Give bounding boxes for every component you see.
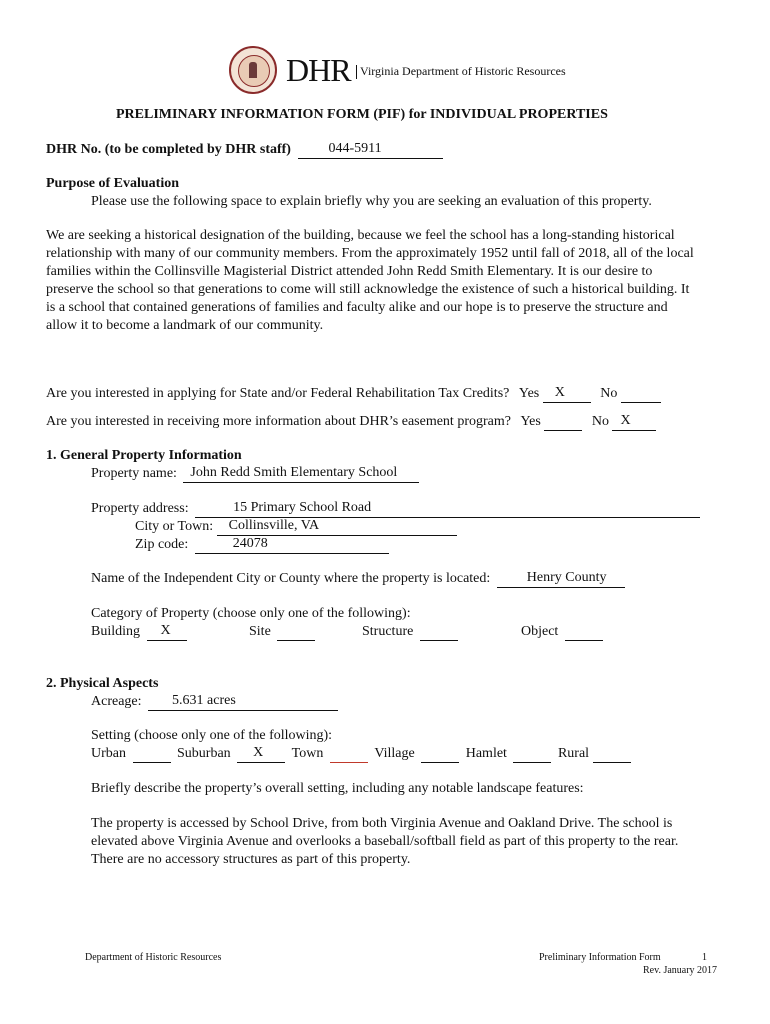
city-row bbox=[135, 518, 457, 536]
purpose-heading: Purpose of Evaluation bbox=[46, 176, 180, 191]
category-building-label: Building bbox=[91, 624, 141, 639]
setting-description-line: The property is accessed by School Drive, from both Virginia Avenue and Oakland Drive. The school is bbox=[91, 816, 673, 831]
easement-row bbox=[46, 413, 656, 431]
general-heading: 1. General Property Information bbox=[46, 448, 242, 463]
category-object bbox=[521, 623, 603, 641]
property-address-row bbox=[91, 500, 700, 518]
category-object-field[interactable] bbox=[565, 625, 603, 641]
property-name-label: Property name: bbox=[91, 466, 177, 481]
setting-description[interactable] bbox=[91, 815, 721, 869]
county-label: Name of the Independent City or County where the property is located: bbox=[91, 571, 491, 586]
dhr-number-row bbox=[46, 141, 443, 159]
form-title: PRELIMINARY INFORMATION FORM (PIF) for INDIVIDUAL PROPERTIES bbox=[116, 107, 608, 122]
setting-suburban-field[interactable]: X bbox=[237, 747, 285, 763]
footer-page-number: 1 bbox=[702, 952, 707, 963]
category-site bbox=[249, 623, 315, 641]
property-name-field[interactable]: John Redd Smith Elementary School bbox=[183, 467, 419, 483]
setting-town-field[interactable] bbox=[330, 747, 368, 763]
purpose-line: We are seeking a historical designation of the building, because we feel the school has a long-standing historical bbox=[46, 228, 675, 243]
category-object-label: Object bbox=[521, 624, 559, 639]
setting-description-line: There are no accessory structures as part of this property. bbox=[91, 852, 411, 867]
setting-village-label: Village bbox=[374, 746, 415, 761]
setting-rural-field[interactable] bbox=[593, 747, 631, 763]
seal-figure-icon bbox=[249, 62, 257, 78]
acreage-row bbox=[91, 693, 338, 711]
dhr-logo-text: DHR bbox=[286, 52, 351, 88]
tax-credits-no-label: No bbox=[600, 386, 618, 401]
easement-yes-field[interactable] bbox=[544, 415, 582, 431]
setting-urban-field[interactable] bbox=[133, 747, 171, 763]
logo-divider bbox=[356, 65, 357, 79]
tax-credits-question: Are you interested in applying for State and/or Federal Rehabilitation Tax Credits? bbox=[46, 386, 510, 401]
category-building bbox=[91, 623, 187, 641]
property-name-row bbox=[91, 465, 419, 483]
footer-left: Department of Historic Resources bbox=[85, 952, 222, 963]
tax-credits-yes-label: Yes bbox=[518, 386, 540, 401]
city-label: City or Town: bbox=[135, 519, 214, 534]
setting-urban-label: Urban bbox=[91, 746, 126, 761]
purpose-text[interactable] bbox=[46, 227, 716, 335]
tax-credits-no-field[interactable] bbox=[621, 387, 661, 403]
easement-question: Are you interested in receiving more information about DHR’s easement program? bbox=[46, 414, 511, 429]
purpose-line: relationship with many of our community members. From the approximately 1952 until fall of 2018, all of the local bbox=[46, 246, 694, 261]
easement-no-field[interactable]: X bbox=[612, 415, 656, 431]
county-field[interactable]: Henry County bbox=[497, 572, 625, 588]
purpose-line: families within the Collinsville Magisterial District attended John Redd Smith Elementary. It is our desire to bbox=[46, 264, 653, 279]
setting-rural-label: Rural bbox=[557, 746, 590, 761]
virginia-seal-logo bbox=[229, 46, 277, 94]
footer-right: Preliminary Information Form bbox=[539, 952, 661, 963]
zip-label: Zip code: bbox=[135, 537, 189, 552]
category-structure bbox=[362, 623, 458, 641]
org-name-text: Virginia Department of Historic Resources bbox=[360, 64, 566, 78]
purpose-line: is a school that contained generations of families and faculty alike and our hope is to preserve the structure and bbox=[46, 300, 668, 315]
setting-description-line: elevated above Virginia Avenue and overlooks a baseball/softball field as part of this property to the rear. bbox=[91, 834, 679, 849]
dhr-number-label: DHR No. (to be completed by DHR staff) bbox=[46, 142, 291, 157]
category-label: Category of Property (choose only one of the following): bbox=[91, 606, 411, 621]
acreage-label: Acreage: bbox=[91, 694, 142, 709]
dhr-number-field[interactable]: 044-5911 bbox=[298, 143, 443, 159]
setting-village-field[interactable] bbox=[421, 747, 459, 763]
easement-yes-label: Yes bbox=[520, 414, 541, 429]
tax-credits-yes-field[interactable]: X bbox=[543, 387, 591, 403]
purpose-line: preserve the school so that generations to come will still acknowledge the existence of such a historical building. It bbox=[46, 282, 690, 297]
zip-field[interactable]: 24078 bbox=[195, 538, 389, 554]
county-row bbox=[91, 570, 625, 588]
city-field[interactable]: Collinsville, VA bbox=[217, 520, 457, 536]
acreage-field[interactable]: 5.631 acres bbox=[148, 695, 338, 711]
describe-label: Briefly describe the property’s overall setting, including any notable landscape features: bbox=[91, 781, 584, 796]
category-building-field[interactable]: X bbox=[147, 625, 187, 641]
purpose-instruction: Please use the following space to explain briefly why you are seeking an evaluation of this property. bbox=[91, 194, 652, 209]
tax-credits-row bbox=[46, 385, 661, 403]
property-address-label: Property address: bbox=[91, 501, 189, 516]
setting-hamlet-label: Hamlet bbox=[465, 746, 507, 761]
purpose-line: allow it to become a landmark of our community. bbox=[46, 318, 324, 333]
footer-revision: Rev. January 2017 bbox=[643, 965, 718, 976]
category-site-label: Site bbox=[249, 624, 271, 639]
zip-row bbox=[135, 536, 389, 554]
category-structure-label: Structure bbox=[362, 624, 414, 639]
setting-hamlet-field[interactable] bbox=[513, 747, 551, 763]
setting-suburban-label: Suburban bbox=[177, 746, 231, 761]
setting-town-label: Town bbox=[291, 746, 324, 761]
easement-no-label: No bbox=[591, 414, 609, 429]
property-address-field[interactable]: 15 Primary School Road bbox=[195, 502, 700, 518]
setting-row bbox=[91, 745, 631, 763]
setting-label: Setting (choose only one of the following): bbox=[91, 728, 333, 743]
physical-heading: 2. Physical Aspects bbox=[46, 676, 159, 691]
category-structure-field[interactable] bbox=[420, 625, 458, 641]
org-name bbox=[356, 64, 566, 79]
category-site-field[interactable] bbox=[277, 625, 315, 641]
